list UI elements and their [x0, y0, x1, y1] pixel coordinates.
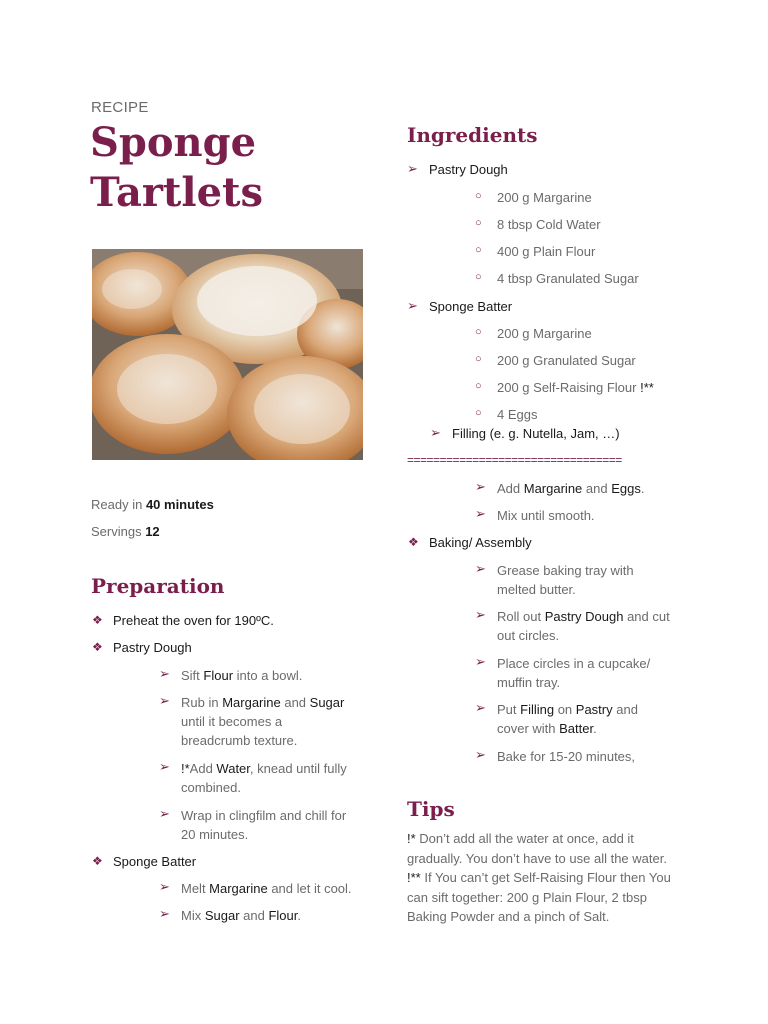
ingredients-heading: Ingredients: [407, 123, 538, 147]
prep-pastry-step-4: Wrap in clingfilm and chill for 20 minutes.: [181, 808, 347, 842]
arrow-bullet-icon: ➢: [475, 506, 486, 521]
diamond-bullet-icon: ❖: [92, 640, 103, 654]
section-label: RECIPE: [91, 99, 149, 116]
ready-time: [91, 497, 214, 512]
ingredient-item: 4 tbsp Granulated Sugar: [497, 271, 639, 286]
baking-step-3: Place circles in a cupcake/ muffin tray.: [497, 656, 651, 690]
ready-label: Ready in: [91, 497, 143, 512]
recipe-title: [90, 118, 390, 218]
ingredient-item: 4 Eggs: [497, 407, 538, 422]
arrow-bullet-icon: ➢: [159, 806, 170, 821]
diamond-bullet-icon: ❖: [92, 854, 103, 868]
arrow-bullet-icon: ➢: [407, 298, 418, 313]
circle-bullet-icon: ○: [475, 190, 482, 202]
ingredient-item: 200 g Margarine: [497, 326, 592, 341]
arrow-bullet-icon: ➢: [159, 879, 170, 894]
arrow-bullet-icon: ➢: [475, 607, 486, 622]
circle-bullet-icon: ○: [475, 244, 482, 256]
title-line-1: Sponge: [90, 119, 257, 166]
section-divider: =================================: [407, 453, 622, 467]
baking-step-1: Grease baking tray with melted butter.: [497, 563, 634, 597]
arrow-bullet-icon: ➢: [159, 759, 170, 774]
tartlets-image: [92, 249, 363, 460]
servings-label: Servings: [91, 524, 142, 539]
arrow-bullet-icon: ➢: [475, 654, 486, 669]
baking-step-4: Put Filling on Pastry and cover with Batter.: [497, 702, 638, 736]
ingredients-pastry-heading: Pastry Dough: [429, 162, 508, 177]
circle-bullet-icon: ○: [475, 326, 482, 338]
circle-bullet-icon: ○: [475, 271, 482, 283]
recipe-photo: [92, 249, 363, 460]
circle-bullet-icon: ○: [475, 380, 482, 392]
tips-text: !* Don’t add all the water at once, add it gradually. You don’t have to use all the water. !** If You can’t get Self-Raising Flour then You can sift together: 200 g Plain Flour, 2 tbsp Baking Powder and a pinch of Salt.: [407, 831, 671, 924]
prep-pastry-step-2: Rub in Margarine and Sugar until it becomes a breadcrumb texture.: [181, 695, 345, 748]
arrow-bullet-icon: ➢: [475, 700, 486, 715]
arrow-bullet-icon: ➢: [159, 906, 170, 921]
baking-heading: Baking/ Assembly: [429, 535, 532, 550]
baking-step-5: Bake for 15-20 minutes,: [497, 749, 636, 764]
ingredients-filling: Filling (e. g. Nutella, Jam, …): [452, 426, 620, 441]
prep-pastry-heading: Pastry Dough: [113, 640, 192, 655]
ingredient-item: 400 g Plain Flour: [497, 244, 596, 259]
circle-bullet-icon: ○: [475, 217, 482, 229]
arrow-bullet-icon: ➢: [475, 747, 486, 762]
prep-step-preheat: Preheat the oven for 190ºC.: [113, 613, 274, 628]
prep-sponge-step-2: Mix Sugar and Flour.: [181, 908, 301, 923]
ingredient-item: 200 g Margarine: [497, 190, 592, 205]
arrow-bullet-icon: ➢: [159, 693, 170, 708]
prep-pastry-step-3: !*Add Water, knead until fully combined.: [181, 761, 347, 795]
prep-sponge-heading: Sponge Batter: [113, 854, 197, 869]
ingredient-item: 200 g Granulated Sugar: [497, 353, 636, 368]
arrow-bullet-icon: ➢: [430, 425, 441, 440]
arrow-bullet-icon: ➢: [475, 479, 486, 494]
prep-sponge-step-1: Melt Margarine and let it cool.: [181, 881, 352, 896]
sponge-step-mix: Mix until smooth.: [497, 508, 595, 523]
servings: [91, 524, 160, 539]
arrow-bullet-icon: ➢: [475, 561, 486, 576]
tips-heading: Tips: [407, 797, 455, 821]
prep-pastry-step-1: Sift Flour into a bowl.: [181, 668, 303, 683]
circle-bullet-icon: ○: [475, 353, 482, 365]
title-line-2: Tartlets: [90, 169, 264, 216]
ready-value: 40 minutes: [145, 497, 214, 512]
sponge-step-add: Add Margarine and Eggs.: [497, 481, 645, 496]
circle-bullet-icon: ○: [475, 407, 482, 419]
arrow-bullet-icon: ➢: [407, 161, 418, 176]
diamond-bullet-icon: ❖: [408, 535, 419, 549]
preparation-heading: Preparation: [91, 574, 225, 598]
ingredient-item: 200 g Self-Raising Flour !**: [497, 380, 654, 395]
servings-value: 12: [145, 524, 160, 539]
arrow-bullet-icon: ➢: [159, 666, 170, 681]
ingredient-item: 8 tbsp Cold Water: [497, 217, 601, 232]
ingredients-sponge-heading: Sponge Batter: [429, 299, 513, 314]
baking-step-2: Roll out Pastry Dough and cut out circles.: [497, 609, 670, 643]
diamond-bullet-icon: ❖: [92, 613, 103, 627]
